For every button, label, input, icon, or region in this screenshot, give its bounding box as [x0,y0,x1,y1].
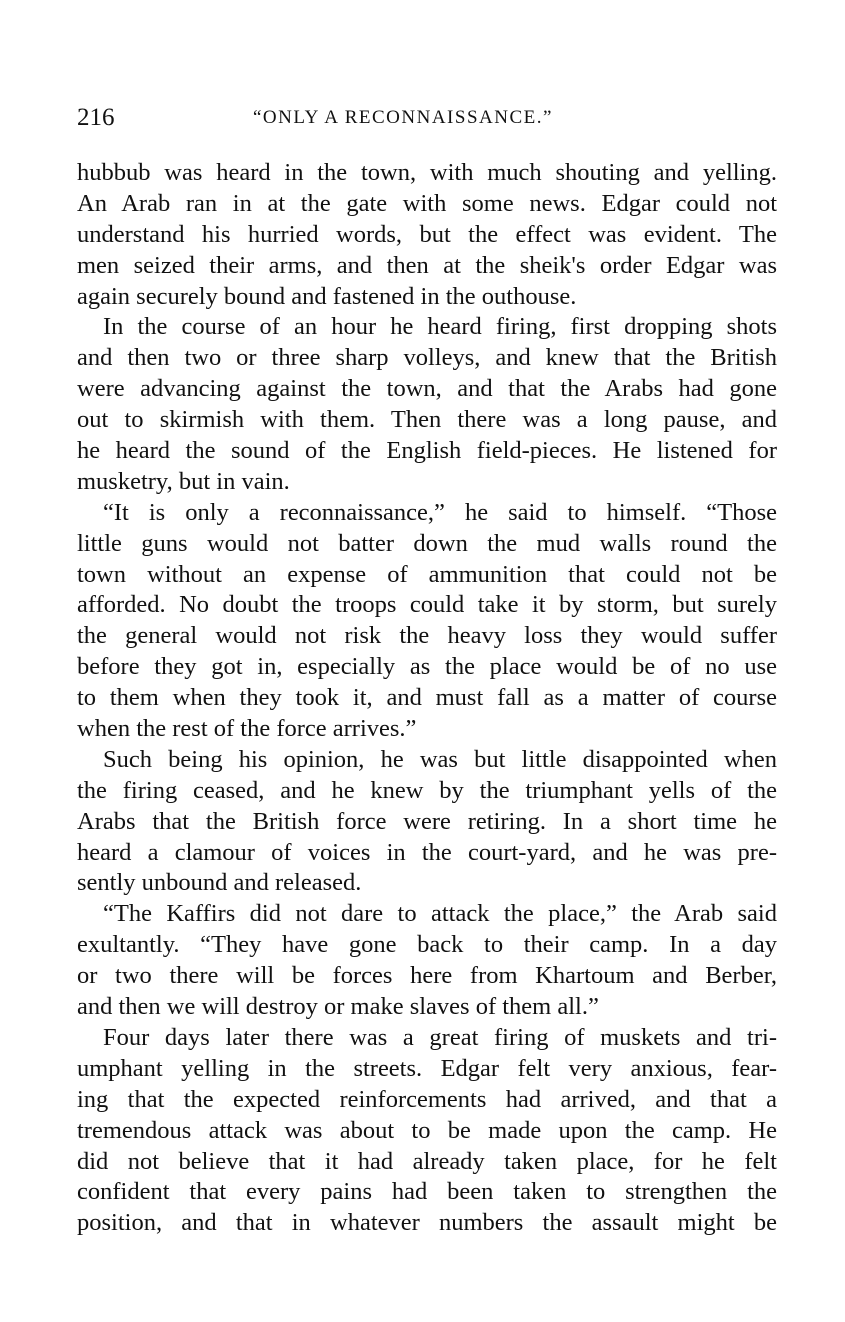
paragraph [77,158,777,312]
text-line: the firing ceased, and he knew by the triumphant yells of the [77,776,777,804]
text-line: the general would not risk the heavy loss they would suffer [77,622,777,650]
text-line: before they got in, especially as the place would be of no use [77,653,777,681]
text-line: sently unbound and released. [77,869,362,897]
text-line: Such being his opinion, he was but little disappointed when [103,745,777,773]
text-line: little guns would not batter down the mud walls round the [77,529,777,557]
page-header [77,104,777,138]
text-line: and then we will destroy or make slaves of them all.” [77,993,599,1021]
paragraph [77,745,777,899]
running-title: “ONLY A RECONNAISSANCE.” [253,107,553,128]
text-line: town without an expense of ammunition that could not be [77,560,777,588]
text-line: did not believe that it had already taken place, for he felt [77,1147,777,1175]
text-line: In the course of an hour he heard firing, first dropping shots [103,313,777,341]
text-line: men seized their arms, and then at the sheik's order Edgar was [77,251,777,279]
text-line: understand his hurried words, but the effect was evident. The [77,220,777,248]
text-line: musketry, but in vain. [77,467,290,495]
paragraph [77,498,777,745]
text-line: exultantly. “They have gone back to their camp. In a day [77,931,777,959]
text-line: when the rest of the force arrives.” [77,715,417,743]
text-line: hubbub was heard in the town, with much shouting and yelling. [77,159,777,186]
text-line: position, and that in whatever numbers the assault might be [77,1209,777,1237]
text-line: tremendous attack was about to be made upon the camp. He [77,1116,777,1144]
text-line: ing that the expected reinforcements had arrived, and that a [77,1085,777,1113]
text-line: he heard the sound of the English field-pieces. He listened for [77,437,777,465]
text-line: heard a clamour of voices in the court-yard, and he was pre- [77,838,777,866]
text-line: umphant yelling in the streets. Edgar felt very anxious, fear- [77,1054,777,1082]
body-text [77,158,777,1239]
text-line: again securely bound and fastened in the outhouse. [77,282,577,310]
text-line: out to skirmish with them. Then there was a long pause, and [77,406,777,434]
paragraph [77,312,777,497]
paragraph [77,1023,777,1239]
text-line: “The Kaffirs did not dare to attack the place,” the Arab said [103,900,777,928]
text-line: afforded. No doubt the troops could take it by storm, but surely [77,591,777,619]
text-line: An Arab ran in at the gate with some news. Edgar could not [77,189,777,217]
text-line: and then two or three sharp volleys, and knew that the British [77,344,777,372]
text-line: or two there will be forces here from Khartoum and Berber, [77,962,777,990]
text-line: Arabs that the British force were retiring. In a short time he [77,807,777,835]
paragraph [77,899,777,1023]
page-number: 216 [77,104,115,131]
text-line: to them when they took it, and must fall as a matter of course [77,684,777,712]
text-line: confident that every pains had been taken to strengthen the [77,1178,777,1206]
text-line: Four days later there was a great firing of muskets and tri- [103,1023,777,1051]
text-line: were advancing against the town, and that the Arabs had gone [77,375,777,403]
text-line: “It is only a reconnaissance,” he said to himself. “Those [103,498,777,526]
